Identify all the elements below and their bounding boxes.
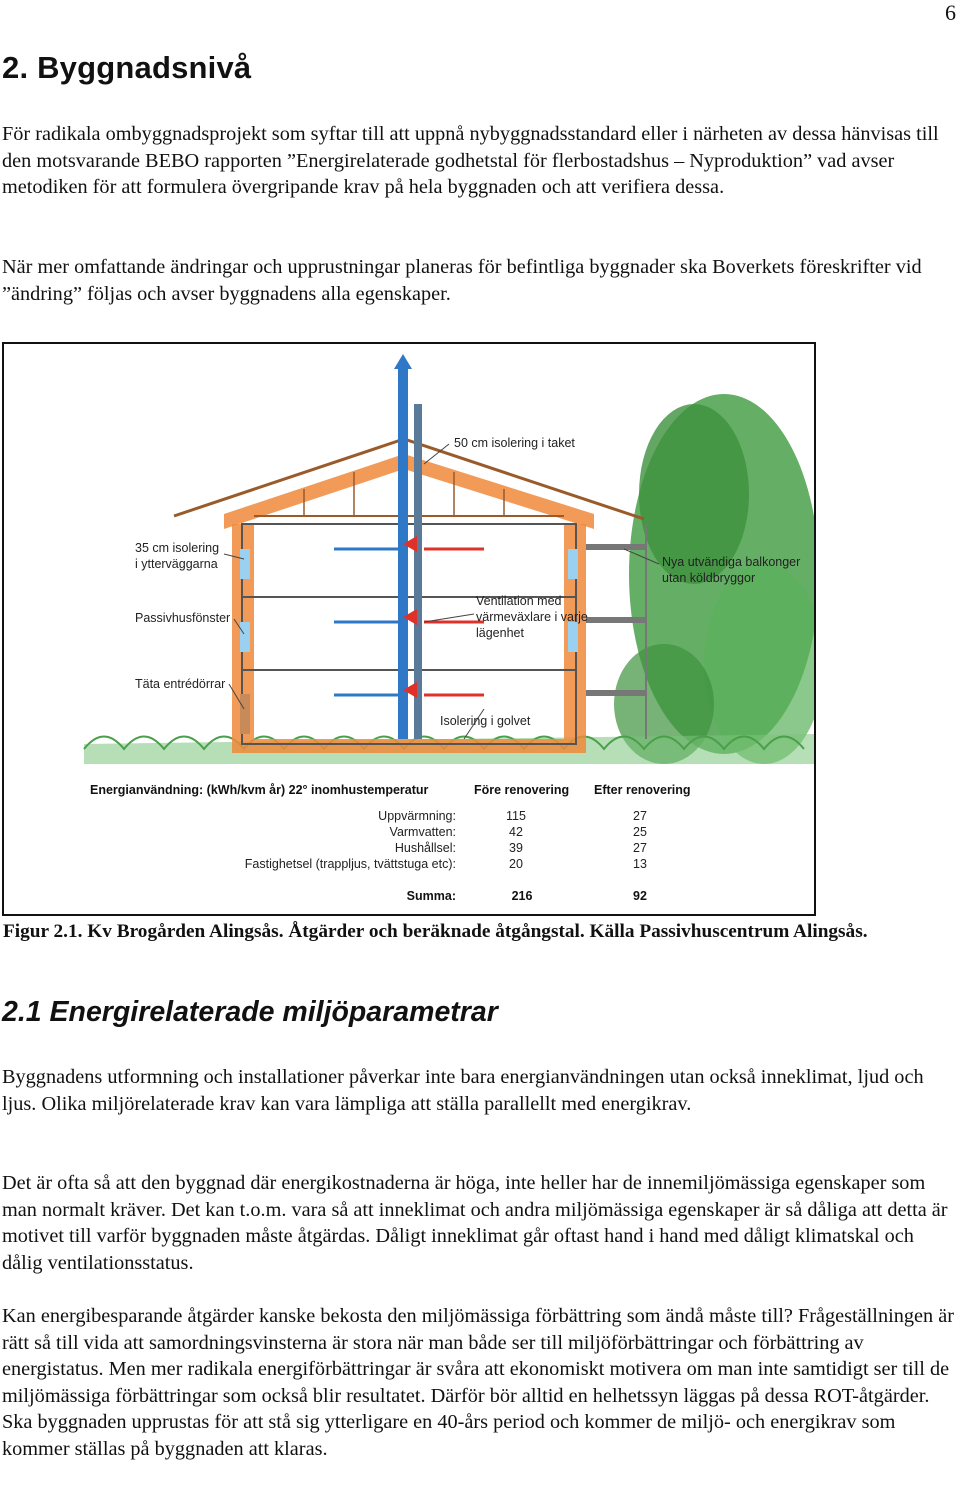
section-paragraph-2: Det är ofta så att den byggnad där energikostnaderna är höga, inte heller har de innemiljömässiga egenskaper som man normalt kräver. Det kan t.o.m. vara så att inneklimat och andra miljömässiga egenskaper är så dåliga att detta är motivet till varför byggnaden måste åtgärdas. Dåligt inneklimat går oftast hand i hand med dåligt klimatskal och dålig ventilationsstatus. [2,1172,948,1274]
door-label: Täta entrédörrar [135,677,226,691]
row-before-household-el: 39 [509,841,523,855]
balcony-label-1: Nya utvändiga balkonger [662,555,801,569]
building-walls [232,524,586,753]
figure-caption: Figur 2.1. Kv Brogården Alingsås. Åtgärder och beräknade åtgångstal. Källa Passivhuscentrum Alingsås. [3,921,868,942]
row-label-hot-water: Varmvatten: [389,825,456,839]
wall-insulation-label-2: i ytterväggarna [135,557,218,571]
row-after-household-el: 27 [633,841,647,855]
row-before-heating: 115 [506,809,526,823]
row-after-hot-water: 25 [633,825,647,839]
row-label-heating: Uppvärmning: [378,809,456,823]
sum-label: Summa: [406,889,456,903]
row-before-hot-water: 42 [509,825,523,839]
row-label-household-el: Hushållsel: [394,841,456,855]
window-label: Passivhusfönster [135,611,231,625]
section-paragraph-3: Kan energibesparande åtgärder kanske bekosta den miljömässiga förbättring som ändå måste till? Frågeställningen är rätt så till vida att samordningsvinsterna är stora när man både ser till miljöförbättringar och förbättring av energistatus. Men mer radikala energiförbättringar är svåra att ekonomiskt motivera om man inte samtidigt ser till de miljömässiga förbättringar som också blir resultatet. Därför bör alltid en helhetssyn läggas på dessa ROT-åtgärder. Ska byggnaden upprustas för att stå sig ytterligare en 40-års period och kommer de miljö- och energikrav som kommer ställas på byggnaden att klaras. [2,1305,954,1460]
section-paragraph-1: Byggnadens utformning och installationer påverkar inte bara energianvändningen utan också inneklimat, ljud och ljus. Olika miljörelaterade krav kan vara lämpliga att ställa parallellt med energikrav. [2,1066,924,1115]
building-illustration [4,344,814,914]
roof [174,439,644,529]
building-figure [2,342,816,916]
energy-table [90,783,691,903]
after-column-header: Efter renovering [594,783,691,797]
page-heading: 2. Byggnadsnivå [2,50,252,85]
page-number: 6 [945,0,956,25]
intro-paragraph: För radikala ombyggnadsprojekt som syftar till att uppnå nybyggnadsstandard eller i närheten av dessa hänvisas till den motsvarande BEBO rapporten ”Energirelaterade godhetstal för flerbostadshus – Nyproduktion” vad avser metodiken för att formulera övergripande krav på hela byggnaden och att verifiera dessa. [2,123,939,199]
ventilation-label-3: lägenhet [476,626,524,640]
sum-after: 92 [633,889,647,903]
change-rules-paragraph: När mer omfattande ändringar och upprustningar planeras för befintliga byggnader ska Boverkets föreskrifter vid ”ändring” följas och avser byggnadens alla egenskaper. [2,256,922,305]
floor-insulation-label: Isolering i golvet [440,714,531,728]
section-heading: 2.1 Energirelaterade miljöparametrar [2,996,498,1028]
sum-before: 216 [511,889,533,903]
row-before-property-el: 20 [509,857,523,871]
row-after-heating: 27 [633,809,647,823]
ventilation-label-2: värmeväxlare i varje [476,610,588,624]
row-after-property-el: 13 [633,857,647,871]
wall-insulation-label-1: 35 cm isolering [135,541,220,555]
ventilation-pipes [334,354,484,739]
balcony-label-2: utan köldbryggor [662,571,756,585]
table-header: Energianvändning: (kWh/kvm år) 22° inomhustemperatur [90,783,429,797]
roof-insulation-label: 50 cm isolering i taket [454,436,575,450]
ventilation-label-1: Ventilation med [476,594,562,608]
row-label-property-el: Fastighetsel (trappljus, tvättstuga etc): [244,857,456,871]
before-column-header: Före renovering [474,783,570,797]
